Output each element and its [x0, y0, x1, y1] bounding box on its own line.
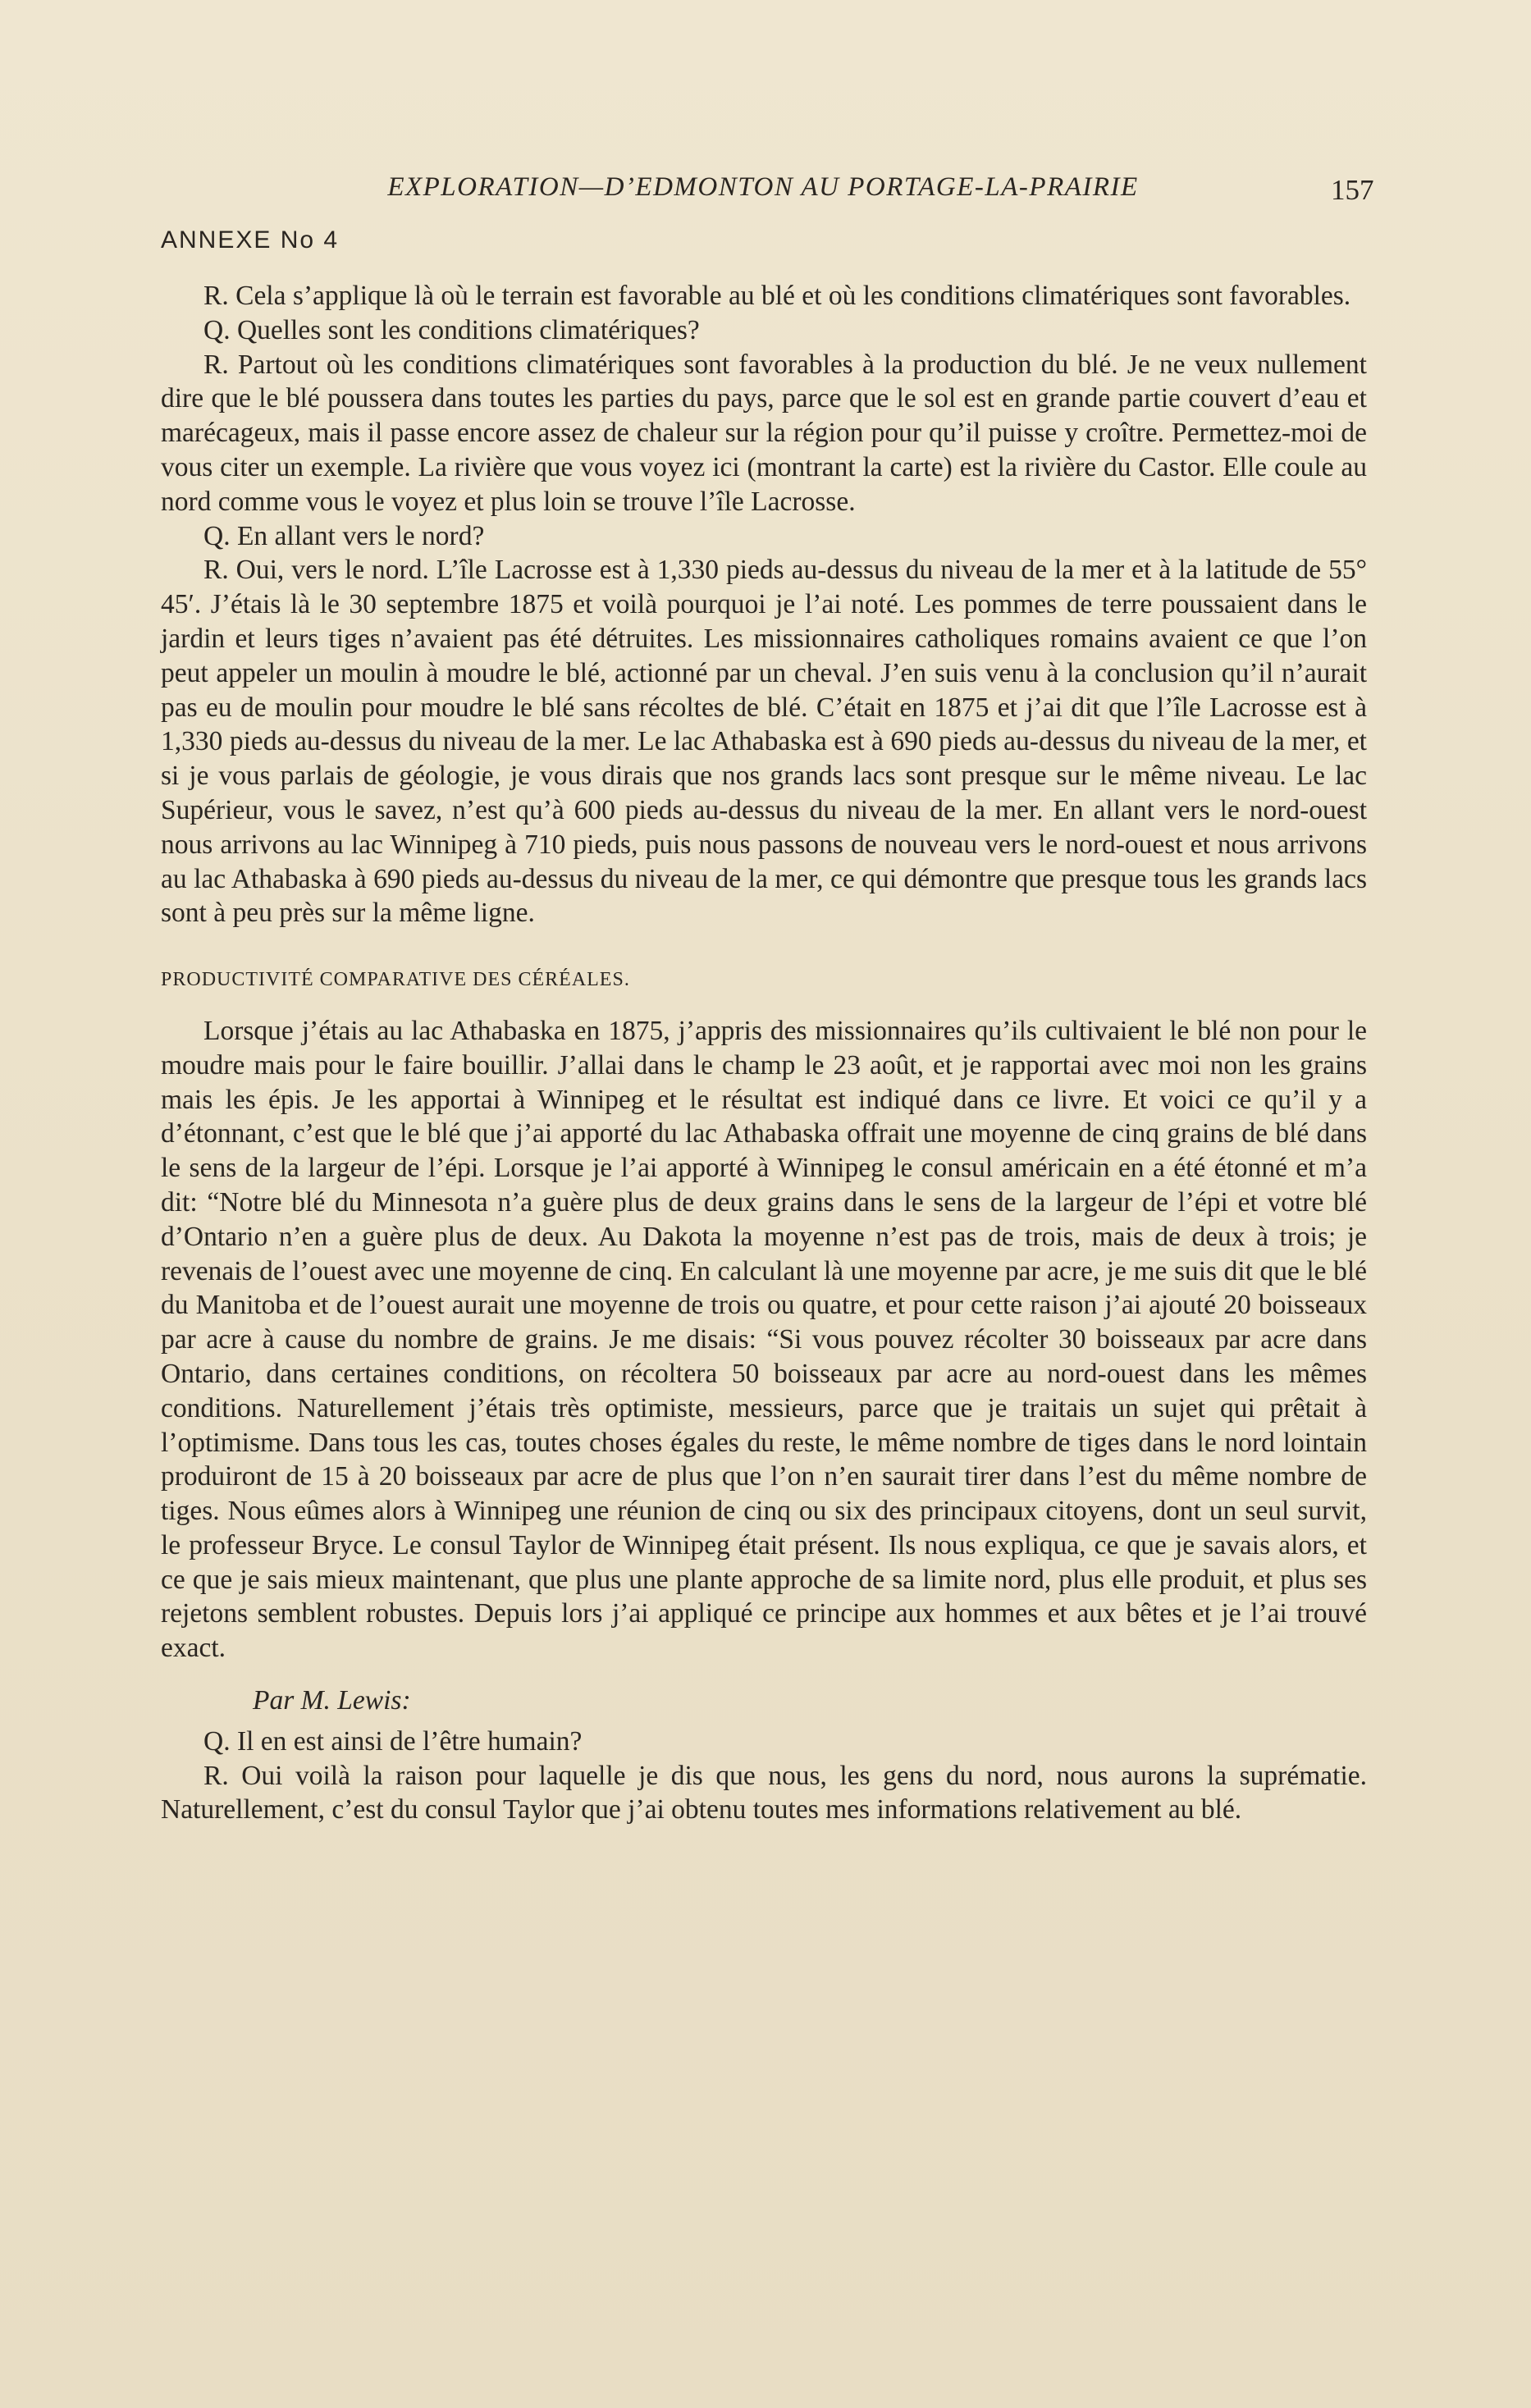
page-number: 157 [1331, 174, 1374, 206]
paragraph: Q. En allant vers le nord? [203, 520, 485, 551]
paragraph: Q. Quelles sont les conditions climatériques? [203, 314, 700, 345]
paragraph: Q. Il en est ainsi de l’être humain? [203, 1725, 583, 1757]
speaker-heading: Par M. Lewis: [253, 1685, 411, 1716]
body-text [161, 279, 1367, 1827]
paragraph: R. Cela s’applique là où le terrain est favorable au blé et où les conditions climatériques sont favorables. [203, 281, 1351, 311]
paragraph: R. Oui, vers le nord. L’île Lacrosse est à 1,330 pieds au-dessus du niveau de la mer et à la latitude de 55° 45′. J’étais là le 30 septembre 1875 et voilà pourquoi je l’ai noté. Les pommes de terre poussaient dans le jardin et leurs tiges n’avaient pas été détruites. Les missionnaires catholiques romains avaient ce que l’on peut appeler un moulin à moudre le blé, actionné par un cheval. J’en suis venu à la conclusion qu’il n’aurait pas eu de moulin pour moudre le blé sans récoltes de blé. C’était en 1875 et j’ai dit que l’île Lacrosse est à 1,330 pieds au-dessus du niveau de la mer. Le lac Athabaska est à 690 pieds au-dessus du niveau de la mer, et si je vous parlais de géologie, je vous dirais que nos grands lacs sont presque sur le même niveau. Le lac Supérieur, vous le savez, n’est qu’à 600 pieds au-dessus du niveau de la mer. En allant vers le nord-ouest nous arrivons au lac Winnipeg à 710 pieds, puis nous passons de nouveau vers le nord-ouest et nous arrivons au lac Athabaska à 690 pieds au-dessus du niveau de la mer, ce qui démontre que presque tous les grands lacs sont à peu près sur la même ligne. [161, 555, 1367, 929]
running-title: EXPLORATION—D’EDMONTON AU PORTAGE-LA-PRAIRIE [387, 172, 1139, 202]
annex-label: ANNEXE No 4 [161, 226, 340, 254]
section-title: PRODUCTIVITÉ COMPARATIVE DES CÉRÉALES. [161, 969, 630, 991]
paragraph: R. Oui voilà la raison pour laquelle je dis que nous, les gens du nord, nous aurons la suprématie. Naturellement, c’est du consul Taylor que j’ai obtenu toutes mes informations relativement au blé. [161, 1760, 1367, 1825]
paragraph: Lorsque j’étais au lac Athabaska en 1875, j’appris des missionnaires qu’ils cultivaient le blé non pour le moudre mais pour le faire bouillir. J’allai dans le champ le 23 août, et je rapportai avec moi non les grains mais les épis. Je les apportai à Winnipeg et le résultat est indiqué dans ce livre. Et voici ce qu’il y a d’étonnant, c’est que le blé que j’ai apporté du lac Athabaska offrait une moyenne de cinq grains de blé dans le sens de la largeur de l’épi. Lorsque je l’ai apporté à Winnipeg le consul américain en a été étonné et m’a dit: “Notre blé du Minnesota n’a guère plus de deux grains dans le sens de la largeur de l’épi et votre blé d’Ontario n’en a guère plus de deux. Au Dakota la moyenne n’est pas de trois, mais de deux à trois; je revenais de l’ouest avec une moyenne de cinq. En calculant là une moyenne par acre, je me suis dit que le blé du Manitoba et de l’ouest aurait une moyenne de trois ou quatre, et pour cette raison j’ai ajouté 20 boisseaux par acre à cause du nombre de grains. Je me disais: “Si vous pouvez récolter 30 boisseaux par acre dans Ontario, dans certaines conditions, on récoltera 50 boisseaux par acre au nord-ouest dans les mêmes conditions. Naturellement j’étais très optimiste, messieurs, parce que je traitais un sujet qui prêtait à l’optimisme. Dans tous les cas, toutes choses égales du reste, le même nombre de tiges dans le nord lointain produiront de 15 à 20 boisseaux par acre de plus que l’on n’en saurait tirer dans l’est du même nombre de tiges. Nous eûmes alors à Winnipeg une réunion de cinq ou six des principaux citoyens, dont un seul survit, le professeur Bryce. Le consul Taylor de Winnipeg était présent. Ils nous expliqua, ce que je savais alors, et ce que je sais mieux maintenant, que plus une plante approche de sa limite nord, plus elle produit, et plus ses rejetons semblent robustes. Depuis lors j’ai appliqué ce principe aux hommes et aux bêtes et je l’ai trouvé exact. [161, 1015, 1367, 1664]
paragraph: R. Partout où les conditions climatériques sont favorables à la production du blé. Je ne veux nullement dire que le blé poussera dans toutes les parties du pays, parce que le sol est en grande partie couvert d’eau et marécageux, mais il passe encore assez de chaleur sur la région pour qu’il puisse y croître. Permettez-moi de vous citer un exemple. La rivière que vous voyez ici (montrant la carte) est la rivière du Castor. Elle coule au nord comme vous le voyez et plus loin se trouve l’île Lacrosse. [161, 349, 1367, 517]
